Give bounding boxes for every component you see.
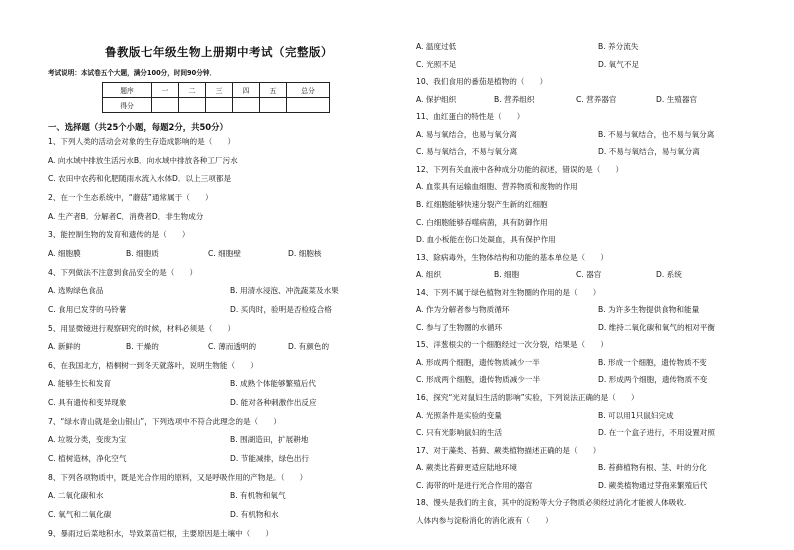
question-stem: 13、除病毒外，生物体结构和功能的基本单位是（ ） [416,252,608,262]
section-1-heading: 一、选择题（共25个小题，每题2分，共50分） [48,122,228,132]
answer-option: D. 细胞核 [288,248,322,258]
answer-option: B. 不易与氧结合，也不易与氧分离 [598,129,715,139]
score-input-cell[interactable] [206,98,233,113]
question-stem: 8、下列各项物质中，既是光合作用的原料，又是呼吸作用的产物是。（ ） [48,472,308,482]
answer-option: B. 围湖造田，扩展耕地 [230,435,309,445]
answer-option: D. 维持二氧化碳和氧气的相对平衡 [598,322,715,332]
answer-option: D. 在一个盒子进行，不用设置对照 [598,428,715,438]
answer-option: B. 用清水浸泡、冲洗蔬菜及水果 [230,286,339,296]
question-stem: 3、能控制生物的发育和遗传的是（ ） [48,230,190,240]
answer-option: C. 形成两个细胞，遗传物质减少一半 [416,375,541,385]
question-stem: 2、在一个生态系统中，“蘑菇”通常属于（ ） [48,192,213,202]
score-table-score-row [103,98,330,113]
score-header-cell: 题序 [103,83,152,98]
answer-option: A. 选购绿色食品 [48,286,104,296]
score-table-header-row [103,83,330,98]
answer-option: A. 形成两个细胞，遗传物质减少一半 [416,357,540,367]
answer-option: C. 海带的叶是进行光合作用的器官 [416,480,533,490]
answer-option: C. 只有光影响鼠妇的生活 [416,428,503,438]
answer-option: B. 细胞质 [126,248,159,258]
option-line: A. 血浆具有运输血细胞、营养物质和废物的作用 [416,182,578,192]
answer-option: D. 氧气不足 [598,59,640,69]
score-header-cell: 总分 [287,83,330,98]
question-stem: 12、下列有关血液中各种成分功能的叙述，错误的是（ ） [416,164,624,174]
option-line: A. 生产者B．分解者C．消费者D．非生物成分 [48,211,204,221]
question-stem: 10、我们食用的番茄是植物的（ ） [416,77,548,87]
answer-option: C. 光照不足 [416,59,457,69]
option-line: B. 红细胞能够快速分裂产生新的红细胞 [416,199,548,209]
question-stem: 4、下列做法不注意到食品安全的是（ ） [48,267,198,277]
answer-option: A. 能够生长和发育 [48,379,112,389]
score-header-cell: 一 [152,83,179,98]
answer-option: A. 易与氧结合，也易与氧分离 [416,129,518,139]
score-input-cell[interactable] [233,98,260,113]
score-input-cell[interactable] [260,98,287,113]
option-line: C. 农田中农药和化肥随雨水流入水体D．以上三项都是 [48,174,232,184]
question-stem: 16、探究“光对鼠妇生活的影响”实验，下列说法正确的是（ ） [416,393,639,402]
answer-option: A. 保护组织 [416,94,457,104]
score-input-cell[interactable] [179,98,206,113]
answer-option: B. 营养组织 [494,94,535,104]
answer-option: B. 细胞 [494,270,520,280]
answer-option: A. 作为分解者参与物质循环 [416,305,510,315]
answer-option: C. 植树造林，净化空气 [48,454,127,464]
score-header-cell: 二 [179,83,206,98]
answer-option: D. 买肉时，验明是否检疫合格 [230,304,332,314]
score-header-cell: 三 [206,83,233,98]
answer-option: C. 细胞壁 [208,248,241,258]
answer-option: D. 生殖器官 [656,94,698,104]
answer-option: A. 组织 [416,270,442,280]
answer-option: A. 细胞膜 [48,248,81,258]
answer-option: D. 节能减排，绿色出行 [230,454,310,464]
option-line: A. 向水域中排放生活污水B．向水域中排放各种工厂污水 [48,155,238,165]
score-header-cell: 五 [260,83,287,98]
answer-option: B. 干燥的 [126,342,159,352]
question-stem: 6、在我国北方，梧桐树一到冬天就落叶，说明生物能（ ） [48,360,258,370]
answer-option: B. 成熟个体能够繁殖后代 [230,379,316,389]
answer-option: C. 易与氧结合，不易与氧分离 [416,147,518,157]
answer-option: B. 有机物和氧气 [230,491,286,501]
question-stem: 15、洋葱根尖的一个细胞经过一次分裂，结果是（ ） [416,340,608,350]
answer-option: C. 参与了生物圈的水循环 [416,322,503,332]
question-stem: 17、对于藻类、苔藓、蕨类植物描述正确的是（ ） [416,445,601,455]
exam-instructions: 考试说明：本试卷五个大题，满分100分，时间90分钟． [48,69,217,77]
question-stem: 1、下列人类的活动会对象的生存造成影响的是（ ） [48,137,236,146]
answer-option: B. 苔藓植物有根、茎、叶的分化 [598,463,707,473]
question-stem: 9、暴雨过后菜地积水，导致菜苗烂根，主要原因是土壤中（ ） [48,528,274,538]
answer-option: D. 蕨类植物通过芽孢来繁殖后代 [598,480,708,490]
answer-option: B. 可以用1只鼠妇完成 [598,410,674,420]
answer-option: D. 有颜色的 [288,342,330,352]
answer-option: A. 光照条件是实验的变量 [416,410,502,420]
option-line: D. 血小板能在伤口处凝血，具有保护作用 [416,235,556,245]
question-stem: 14、下列不属于绿色植物对生物圈的作用的是（ ） [416,287,601,297]
score-row-label: 得分 [103,98,152,113]
answer-option: A. 垃圾分类，变废为宝 [48,435,127,445]
answer-option: A. 温度过低 [416,42,457,51]
answer-option: D. 能对各种刺激作出反应 [230,398,317,408]
answer-option: C. 食用已发芽的马铃薯 [48,304,127,314]
answer-option: C. 具有遗传和变异现象 [48,398,127,408]
answer-option: C. 薄而透明的 [208,342,257,352]
answer-option: B. 为许多生物提供食物和能量 [598,305,700,315]
answer-option: D. 有机物和水 [230,510,279,519]
question-stem: 7、“绿水青山就是金山银山”，下列选项中不符合此理念的是（ ） [48,416,281,426]
page-title: 鲁教版七年级生物上册期中考试（完整版） [105,45,333,59]
answer-option: A. 新鲜的 [48,342,81,352]
question-stem: 11、血红蛋白的特性是（ ） [416,112,525,122]
score-header-cell: 四 [233,83,260,98]
option-line: C. 白细胞能够吞噬病菌，具有防御作用 [416,217,548,227]
score-table [102,82,330,113]
answer-option: C. 氧气和二氧化碳 [48,510,112,519]
answer-option: B. 形成一个细胞，遗传物质不变 [598,357,707,367]
answer-option: A. 蕨类比苔藓更适应陆地环境 [416,463,518,473]
answer-option: C. 营养器官 [576,94,617,104]
question-stem: 5、用显微镜进行观察研究的时候，材料必须是（ ） [48,323,236,333]
answer-option: C. 器官 [576,270,602,280]
answer-option: D. 不易与氧结合，易与氧分离 [598,147,700,157]
question-stem: 人体内参与淀粉消化的消化液有（ ） [416,515,553,525]
answer-option: B. 养分流失 [598,42,639,51]
answer-option: A. 二氧化碳和水 [48,491,104,501]
question-stem: 18、馒头是我们的主食，其中的淀粉等大分子物质必须经过消化才能被人体吸收. [416,498,687,508]
answer-option: D. 系统 [656,270,682,280]
answer-option: D. 形成两个细胞，遗传物质不变 [598,375,708,385]
score-input-cell[interactable] [287,98,330,113]
score-input-cell[interactable] [152,98,179,113]
